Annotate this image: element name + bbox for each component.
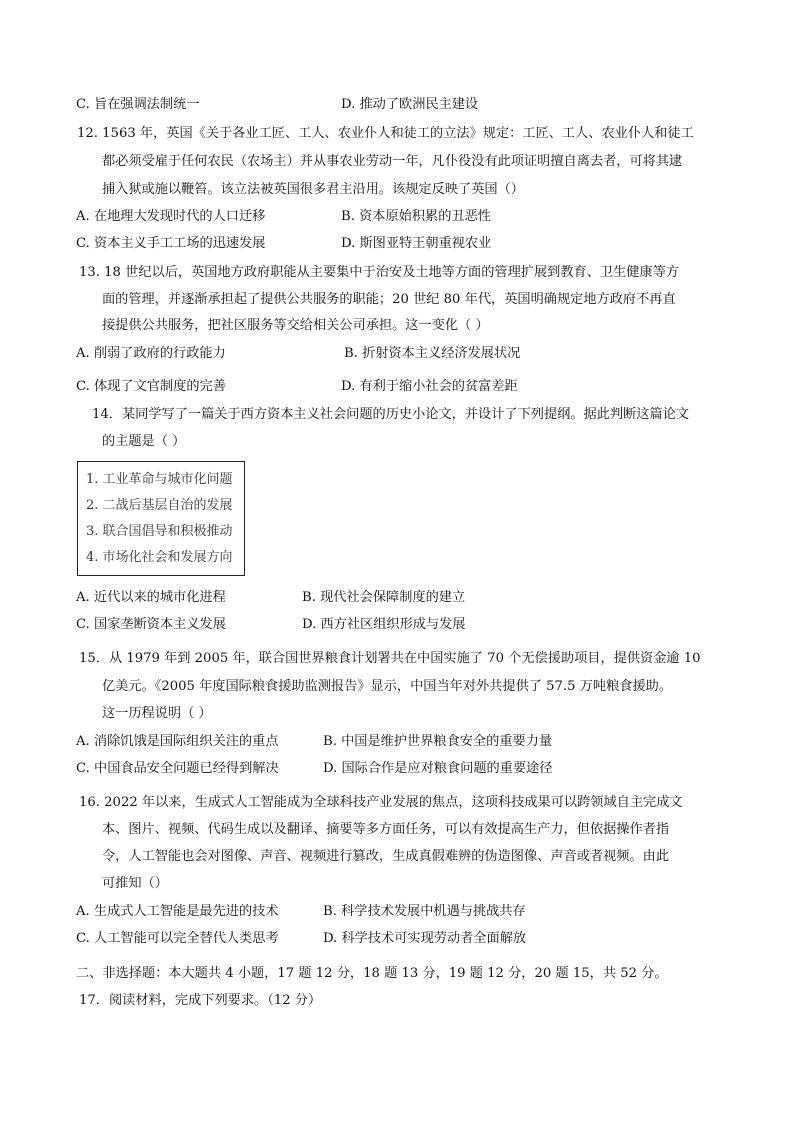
q15-option-c: C. 中国食品安全问题已经得到解决 — [76, 761, 279, 776]
q12-stem-line-2: 都必须受雇于任何农民（农场主）并从事农业劳动一年，凡仆役没有此项证明擅自离去者，可将其逮 — [102, 154, 683, 169]
q14-outline-item-4: 4. 市场化社会和发展方向 — [86, 550, 233, 565]
q15-option-a: A. 消除饥饿是国际组织关注的重点 — [76, 734, 279, 749]
q13-option-b: B. 折射资本主义经济发展状况 — [344, 346, 521, 361]
q14-outline-item-3: 3. 联合国倡导和积极推动 — [86, 524, 233, 539]
q14-option-a: A. 近代以来的城市化进程 — [76, 590, 226, 605]
q12-option-a: A. 在地理大发现时代的人口迁移 — [76, 209, 266, 224]
q14-outline-item-2: 2. 二战后基层自治的发展 — [86, 498, 233, 513]
section-2-heading: 二、非选择题：本大题共 4 小题，17 题 12 分，18 题 13 分，19 题 12 分，20 题 15，共 52 分。 — [76, 966, 668, 981]
q16-option-c: C. 人工智能可以完全替代人类思考 — [76, 931, 279, 946]
q14-option-d: D. 西方社区组织形成与发展 — [302, 617, 466, 632]
q13-option-d: D. 有利于缩小社会的贫富差距 — [341, 379, 518, 394]
q15-stem-line-1: 15．从 1979 年到 2005 年，联合国世界粮食计划署共在中国实施了 70 个无偿援助项目，提供资金逾 10 — [79, 651, 701, 666]
q12-option-b: B. 资本原始积累的丑恶性 — [341, 209, 491, 224]
q12-stem-line-1: 12. 1563 年，英国《关于各业工匠、工人、农业仆人和徒工的立法》规定：工匠、工人、农业仆人和徒工 — [77, 126, 694, 141]
q15-stem-line-2: 亿美元。《2005 年度国际粮食援助监测报告》显示，中国当年对外共提供了 57.5 万吨粮食援助。 — [102, 679, 673, 694]
q12-option-c: C. 资本主义手工工场的迅速发展 — [76, 236, 266, 251]
q17-stem-line-1: 17．阅读材料，完成下列要求。（12 分） — [79, 993, 322, 1008]
q12-option-d: D. 斯图亚特王朝重视农业 — [341, 236, 492, 251]
q14-option-c: C. 国家垄断资本主义发展 — [76, 617, 226, 632]
q13-stem-line-3: 接提供公共服务，把社区服务等交给相关公司承担。这一变化（ ） — [102, 318, 489, 333]
q11-option-d: D. 推动了欧洲民主建设 — [341, 97, 479, 112]
q14-stem-line-2: 的主题是（ ） — [102, 434, 186, 449]
q11-option-c: C. 旨在强调法制统一 — [76, 97, 200, 112]
q13-stem-line-2: 面的管理，并逐渐承担起了提供公共服务的职能；20 世纪 80 年代，英国明确规定地方政府不再直 — [102, 292, 676, 307]
q13-stem-line-1: 13. 18 世纪以后，英国地方政府职能从主要集中于治安及土地等方面的管理扩展到教育、卫生健康等方 — [79, 265, 680, 280]
q16-stem-line-2: 本、图片、视频、代码生成以及翻译、摘要等多方面任务，可以有效提高生产力，但依据操作者指 — [102, 822, 670, 837]
q14-stem-line-1: 14．某同学写了一篇关于西方资本主义社会问题的历史小论文，并设计了下列提纲。据此判断这篇论文 — [92, 407, 690, 422]
q13-option-c: C. 体现了文官制度的完善 — [76, 379, 226, 394]
q15-option-b: B. 中国是维护世界粮食安全的重要力量 — [323, 734, 553, 749]
q16-option-d: D. 科学技术可实现劳动者全面解放 — [323, 931, 527, 946]
q16-stem-line-1: 16. 2022 年以来，生成式人工智能成为全球科技产业发展的焦点，这项科技成果可以跨领域自主完成文 — [79, 795, 683, 810]
q14-outline-box — [77, 461, 245, 576]
q16-stem-line-3: 令，人工智能也会对图像、声音、视频进行篡改，生成真假难辨的伪造图像、声音或者视频。由此 — [102, 849, 670, 864]
q15-option-d: D. 国际合作是应对粮食问题的重要途径 — [323, 761, 553, 776]
q13-option-a: A. 削弱了政府的行政能力 — [76, 346, 226, 361]
q16-option-b: B. 科学技术发展中机遇与挑战共存 — [323, 904, 526, 919]
q14-option-b: B. 现代社会保障制度的建立 — [302, 590, 466, 605]
q12-stem-line-3: 捕入狱或施以鞭笞。该立法被英国很多君主沿用。该规定反映了英国（） — [102, 182, 524, 197]
q16-option-a: A. 生成式人工智能是最先进的技术 — [76, 904, 279, 919]
q14-outline-item-1: 1. 工业革命与城市化问题 — [86, 472, 233, 487]
q16-stem-line-4: 可推知（） — [102, 876, 168, 891]
q15-stem-line-3: 这一历程说明（ ） — [102, 706, 212, 721]
